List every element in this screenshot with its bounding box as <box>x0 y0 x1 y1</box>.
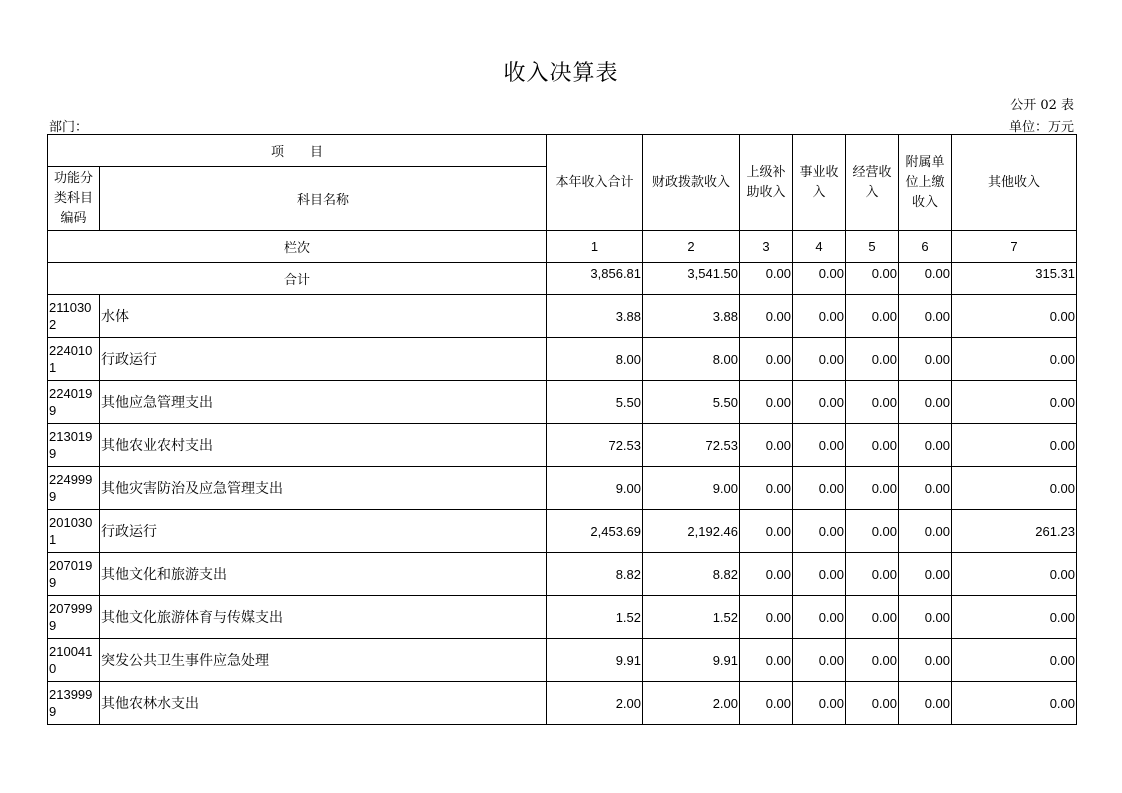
row-value: 0.00 <box>952 295 1077 338</box>
table-row <box>48 295 1077 338</box>
row-value: 0.00 <box>793 424 846 467</box>
col-header-business: 事业收入 <box>793 135 846 231</box>
row-value: 0.00 <box>793 510 846 553</box>
row-value: 0.00 <box>740 424 793 467</box>
row-value: 8.00 <box>643 338 740 381</box>
col-header-fiscal: 财政拨款收入 <box>643 135 740 231</box>
total-row <box>48 263 1077 295</box>
row-value: 0.00 <box>899 467 952 510</box>
row-value: 0.00 <box>846 510 899 553</box>
seq-label: 栏次 <box>48 231 547 263</box>
row-value: 0.00 <box>899 596 952 639</box>
row-value: 0.00 <box>899 510 952 553</box>
row-value: 0.00 <box>899 682 952 725</box>
row-code: 2079999 <box>48 596 100 639</box>
row-value: 0.00 <box>846 381 899 424</box>
row-value: 0.00 <box>952 596 1077 639</box>
table-row <box>48 338 1077 381</box>
row-value: 0.00 <box>740 467 793 510</box>
row-value: 0.00 <box>952 682 1077 725</box>
row-name: 其他灾害防治及应急管理支出 <box>100 467 547 510</box>
row-value: 0.00 <box>740 510 793 553</box>
col-header-other: 其他收入 <box>952 135 1077 231</box>
row-name: 其他文化旅游体育与传媒支出 <box>100 596 547 639</box>
table-row <box>48 424 1077 467</box>
row-value: 0.00 <box>952 338 1077 381</box>
row-name: 突发公共卫生事件应急处理 <box>100 639 547 682</box>
seq-num: 7 <box>952 231 1077 263</box>
row-value: 0.00 <box>952 424 1077 467</box>
row-value: 8.82 <box>547 553 643 596</box>
row-name: 水体 <box>100 295 547 338</box>
table-row <box>48 639 1077 682</box>
seq-num: 5 <box>846 231 899 263</box>
total-value: 0.00 <box>793 263 846 295</box>
seq-num: 6 <box>899 231 952 263</box>
col-header-affiliated: 附属单位上缴收入 <box>899 135 952 231</box>
total-value: 315.31 <box>952 263 1077 295</box>
row-value: 9.00 <box>547 467 643 510</box>
header-row-1 <box>48 135 1077 167</box>
row-code: 2139999 <box>48 682 100 725</box>
row-value: 72.53 <box>643 424 740 467</box>
row-value: 0.00 <box>846 682 899 725</box>
row-value: 261.23 <box>952 510 1077 553</box>
row-value: 0.00 <box>793 639 846 682</box>
row-value: 0.00 <box>846 424 899 467</box>
row-value: 0.00 <box>793 553 846 596</box>
row-name: 其他文化和旅游支出 <box>100 553 547 596</box>
row-value: 0.00 <box>899 553 952 596</box>
row-name: 其他应急管理支出 <box>100 381 547 424</box>
row-value: 5.50 <box>547 381 643 424</box>
report-title: 收入决算表 <box>503 61 619 86</box>
row-value: 0.00 <box>793 596 846 639</box>
table-row <box>48 596 1077 639</box>
row-value: 0.00 <box>740 553 793 596</box>
total-value: 3,541.50 <box>643 263 740 295</box>
row-value: 9.91 <box>547 639 643 682</box>
row-value: 9.91 <box>643 639 740 682</box>
row-value: 0.00 <box>740 338 793 381</box>
income-table <box>47 134 1077 725</box>
row-name: 行政运行 <box>100 338 547 381</box>
row-value: 0.00 <box>846 295 899 338</box>
total-value: 0.00 <box>899 263 952 295</box>
row-value: 0.00 <box>740 381 793 424</box>
table-row <box>48 467 1077 510</box>
row-code: 2249999 <box>48 467 100 510</box>
table-row <box>48 510 1077 553</box>
row-name: 行政运行 <box>100 510 547 553</box>
total-value: 3,856.81 <box>547 263 643 295</box>
row-value: 0.00 <box>952 467 1077 510</box>
row-value: 0.00 <box>899 424 952 467</box>
row-value: 0.00 <box>952 553 1077 596</box>
row-value: 0.00 <box>952 381 1077 424</box>
item-header: 项 目 <box>48 135 547 167</box>
row-value: 0.00 <box>899 338 952 381</box>
col-header-total: 本年收入合计 <box>547 135 643 231</box>
row-value: 0.00 <box>793 467 846 510</box>
total-value: 0.00 <box>846 263 899 295</box>
row-value: 0.00 <box>740 295 793 338</box>
row-code: 2100410 <box>48 639 100 682</box>
row-value: 0.00 <box>899 381 952 424</box>
seq-num: 2 <box>643 231 740 263</box>
row-value: 72.53 <box>547 424 643 467</box>
total-label: 合计 <box>48 263 547 295</box>
form-number: 公开 02 表 <box>1010 98 1074 113</box>
row-value: 2,192.46 <box>643 510 740 553</box>
table-row <box>48 381 1077 424</box>
name-header: 科目名称 <box>100 167 547 231</box>
row-value: 8.00 <box>547 338 643 381</box>
row-value: 0.00 <box>846 338 899 381</box>
table-row <box>48 682 1077 725</box>
row-value: 2.00 <box>643 682 740 725</box>
row-value: 2.00 <box>547 682 643 725</box>
row-value: 0.00 <box>846 639 899 682</box>
row-code: 2240101 <box>48 338 100 381</box>
seq-num: 3 <box>740 231 793 263</box>
row-value: 0.00 <box>952 639 1077 682</box>
department-label: 部门： <box>49 120 89 135</box>
row-value: 3.88 <box>643 295 740 338</box>
row-value: 3.88 <box>547 295 643 338</box>
row-value: 2,453.69 <box>547 510 643 553</box>
row-name: 其他农业农村支出 <box>100 424 547 467</box>
row-value: 0.00 <box>846 553 899 596</box>
row-value: 0.00 <box>793 295 846 338</box>
row-value: 0.00 <box>899 295 952 338</box>
seq-num: 4 <box>793 231 846 263</box>
unit-label: 单位：万元 <box>1008 120 1074 135</box>
seq-row <box>48 231 1077 263</box>
row-value: 0.00 <box>793 682 846 725</box>
row-value: 0.00 <box>740 682 793 725</box>
col-header-operation: 经营收入 <box>846 135 899 231</box>
row-code: 2070199 <box>48 553 100 596</box>
seq-num: 1 <box>547 231 643 263</box>
row-code: 2240199 <box>48 381 100 424</box>
total-value: 0.00 <box>740 263 793 295</box>
row-value: 1.52 <box>643 596 740 639</box>
row-value: 0.00 <box>740 639 793 682</box>
row-code: 2010301 <box>48 510 100 553</box>
row-code: 2110302 <box>48 295 100 338</box>
col-header-superior: 上级补助收入 <box>740 135 793 231</box>
row-value: 8.82 <box>643 553 740 596</box>
row-value: 0.00 <box>846 596 899 639</box>
row-value: 0.00 <box>793 338 846 381</box>
row-value: 0.00 <box>740 596 793 639</box>
row-value: 0.00 <box>793 381 846 424</box>
code-header: 功能分类科目编码 <box>48 167 100 231</box>
row-name: 其他农林水支出 <box>100 682 547 725</box>
row-value: 0.00 <box>899 639 952 682</box>
row-value: 1.52 <box>547 596 643 639</box>
row-code: 2130199 <box>48 424 100 467</box>
row-value: 5.50 <box>643 381 740 424</box>
table-row <box>48 553 1077 596</box>
row-value: 0.00 <box>846 467 899 510</box>
row-value: 9.00 <box>643 467 740 510</box>
